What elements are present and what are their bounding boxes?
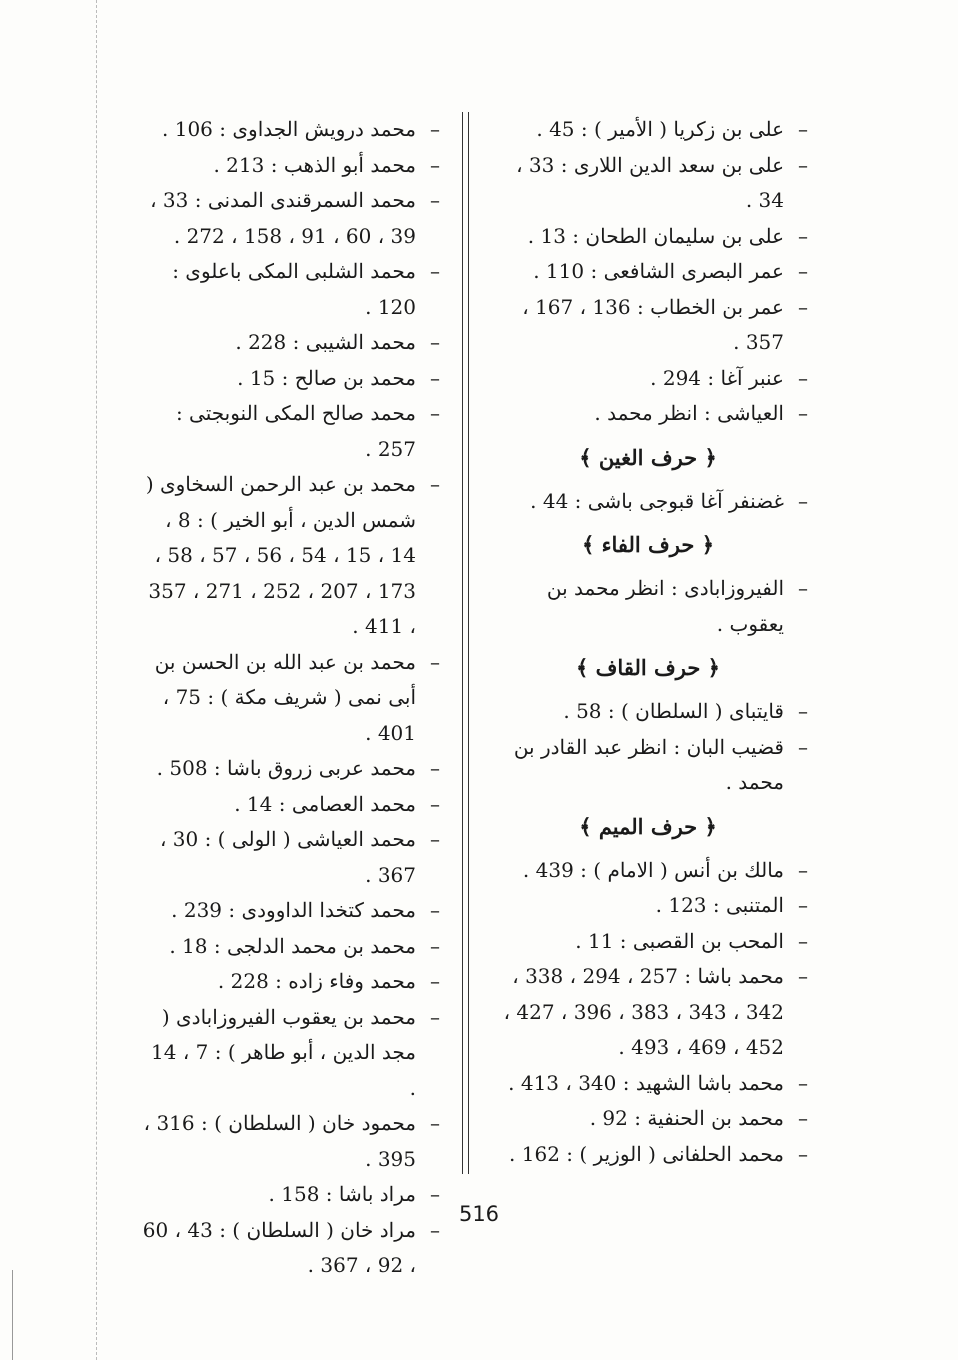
index-entry: – مالك بن أنس ( الامام ) : 439 . (488, 853, 808, 889)
column-divider (468, 112, 469, 1174)
index-entry: – محمد صالح المكى النوبجتى : 257 . (140, 396, 440, 467)
index-entry: – محمود خان ( السلطان ) : 316 ، 395 . (140, 1106, 440, 1177)
letter-heading: ﴿ حرف الغين ﴾ (579, 444, 717, 470)
index-entry: – محمد بن عبد الله بن الحسن بن أبى نمى ( شريف مكة ) : 75 ، 401 . (140, 645, 440, 752)
page-number: 516 (458, 1202, 500, 1226)
index-entry: – الفيروزابادى : انظر محمد بن يعقوب . (488, 571, 808, 642)
letter-heading: ﴿ حرف القاف ﴾ (576, 655, 720, 680)
index-entry: – محمد باشا : 257 ، 294 ، 338 ، 342 ، 343 ، 383 ، 396 ، 427 ، 452 ، 469 ، 493 . (488, 959, 808, 1066)
index-entry: – مراد خان ( السلطان ) : 43 ، 60 ، 92 ، 367 . (140, 1213, 440, 1284)
index-entry: – مراد باشا : 158 . (140, 1177, 440, 1213)
index-entry: – محمد وفاء زاده : 228 . (140, 964, 440, 1000)
index-entry: – محمد السمرقندى المدنى : 33 ، 39 ، 60 ، 91 ، 158 ، 272 . (140, 183, 440, 254)
index-entry: – محمد كتخدا الداوودى : 239 . (140, 893, 440, 929)
index-entry: – محمد بن يعقوب الفيروزابادى ( مجد الدين ، أبو طاهر ) : 7 ، 14 . (140, 1000, 440, 1107)
index-entry: – محمد الحلفانى ( الوزير ) : 162 . (488, 1137, 808, 1173)
index-entry: – عمر البصرى الشافعى : 110 . (488, 254, 808, 290)
index-entry: – محمد العصامى : 14 . (140, 787, 440, 823)
index-entry: – محمد الشيبى : 228 . (140, 325, 440, 361)
index-entry: – محمد بن الحنفية : 92 . (488, 1101, 808, 1137)
index-entry: – محمد العياشى ( الولى ) : 30 ، 367 . (140, 822, 440, 893)
index-entry: – محمد باشا الشهيد : 340 ، 413 . (488, 1066, 808, 1102)
index-entry: – على بن سليمان الطحان : 13 . (488, 219, 808, 255)
index-entry: – غضنفر آغا قبوجى باشى : 44 . (488, 484, 808, 520)
index-entry: – العياشى : انظر محمد . (488, 396, 808, 432)
index-entry: – محمد الشلبى المكى باعلوى : 120 . (140, 254, 440, 325)
index-entry: – محمد عربى زروق باشا : 508 . (140, 751, 440, 787)
index-entry: – عنبر آغا : 294 . (488, 361, 808, 397)
index-entry: – عمر بن الخطاب : 136 ، 167 ، 357 . (488, 290, 808, 361)
index-entry: – محمد درويش الجداوى : 106 . (140, 112, 440, 148)
column-divider (462, 112, 463, 1174)
index-entry: – قايتباى ( السلطان ) : 58 . (488, 694, 808, 730)
index-entry: – محمد بن عبد الرحمن السخاوى ( شمس الدين ، أبو الخير ) : 8 ، 14 ، 15 ، 54 ، 56 ، 57 ، 58 ، 173 ، 207 ، 252 ، 271 ، 357 ، 411 . (140, 467, 440, 645)
index-entry: – على بن زكريا ( الأمير ) : 45 . (488, 112, 808, 148)
scan-margin-mark (96, 0, 97, 1360)
scan-margin-mark (12, 1270, 13, 1360)
index-column-right (488, 112, 808, 1172)
index-column-left (140, 112, 440, 1284)
index-entry: – محمد بن محمد الدلجى : 18 . (140, 929, 440, 965)
index-entry: – محمد أبو الذهب : 213 . (140, 148, 440, 184)
index-entry: – المحب بن القصبى : 11 . (488, 924, 808, 960)
letter-heading: ﴿ حرف الفاء ﴾ (581, 532, 714, 557)
index-entry: – على بن سعد الدين اللارى : 33 ، 34 . (488, 148, 808, 219)
index-entry: – محمد بن صالح : 15 . (140, 361, 440, 397)
index-entry: – قضيب البان : انظر عبد القادر بن محمد . (488, 730, 808, 801)
letter-heading: ﴿ حرف الميم ﴾ (579, 813, 717, 839)
index-entry: – المتنبى : 123 . (488, 888, 808, 924)
